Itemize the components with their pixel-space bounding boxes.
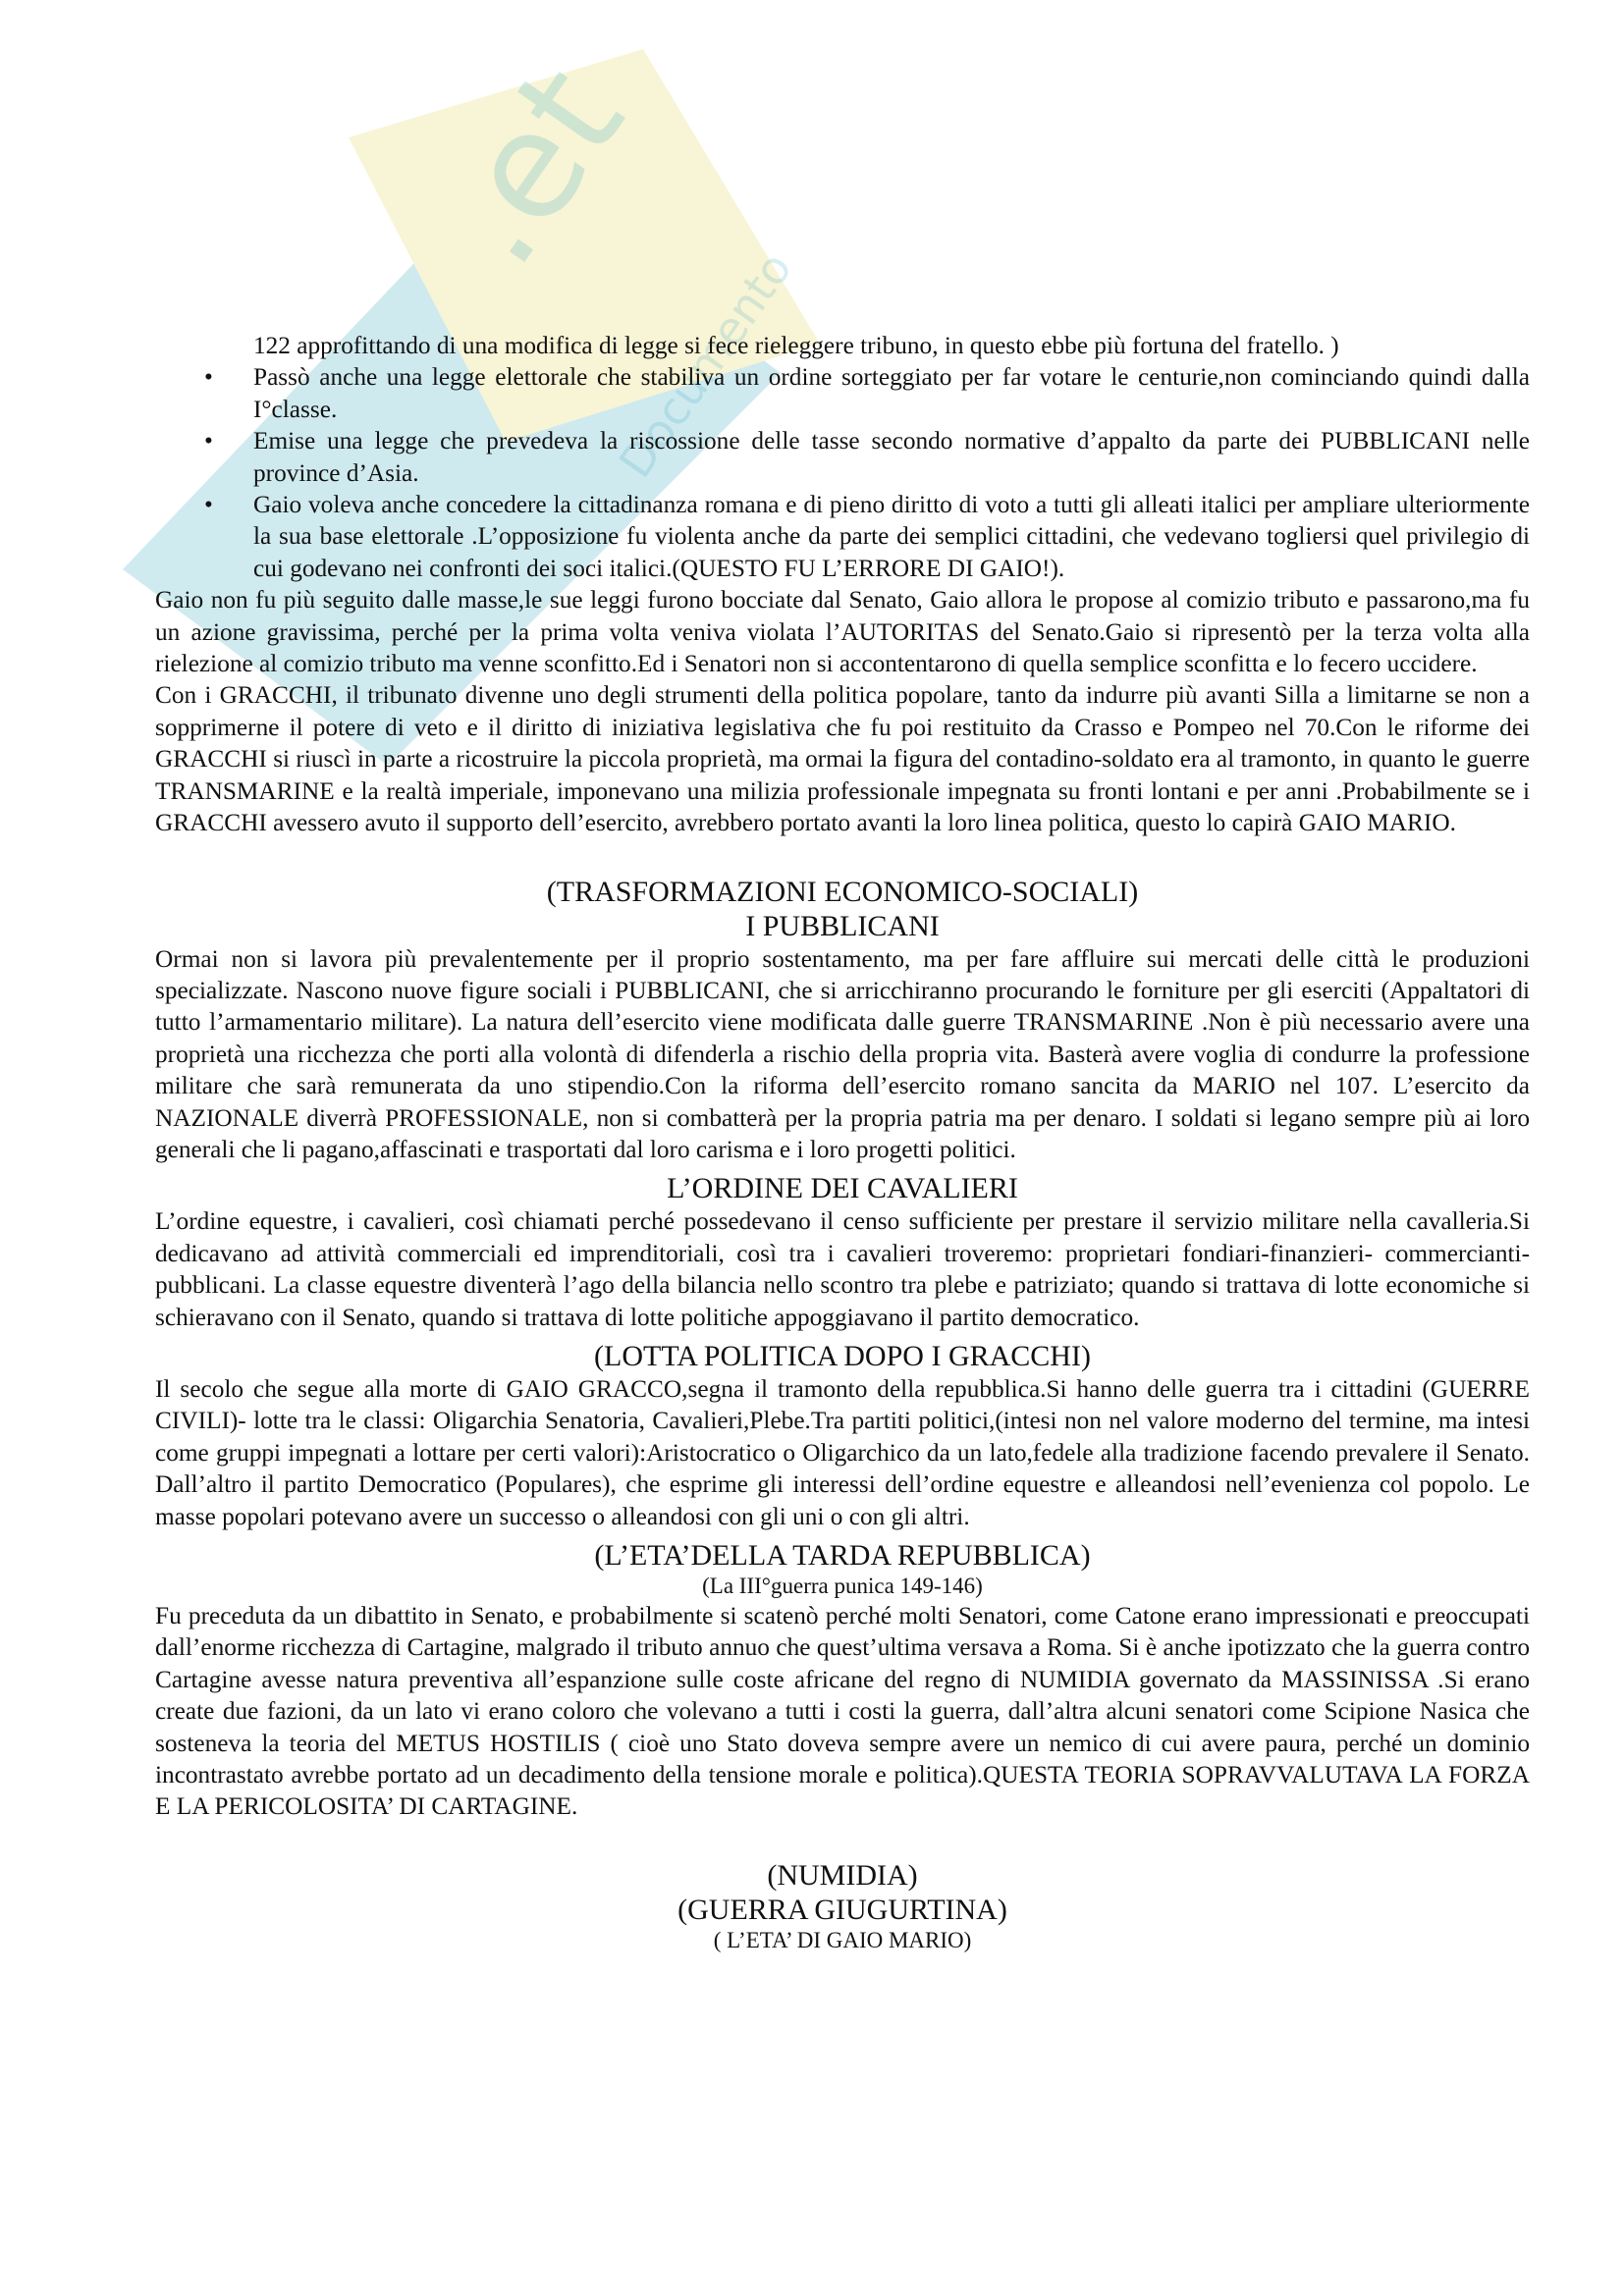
- document-page: [155, 330, 1530, 1954]
- heading-trasformazioni: (TRASFORMAZIONI ECONOMICO-SOCIALI): [546, 875, 1139, 908]
- paragraph-cavalieri: L’ordine equestre, i cavalieri, così chiamati perché possedevano il censo sufficiente per prestare il servizio militare nella cavalleria.Si dedicavano ad attività commerciali ed imprenditoriali, così tra i cavalieri troveremo: proprietari fondiari-finanzieri- commercianti- pubblicani. La classe equestre diventerà l’ago della bilancia nello scontro tra plebe e patriziato; quando si trattava di lotte economiche si schieravano con il Senato, quando si trattava di lotte politiche appoggiavano il partito democratico.: [155, 1207, 1530, 1331]
- heading-pubblicani: I PUBBLICANI: [745, 909, 940, 942]
- list-item: • Gaio voleva anche concedere la cittadinanza romana e di pieno diritto di voto a tutti gli alleati italici per ampliare ulteriormente la sua base elettorale .L’opposizione fu violenta anche da parte dei semplici cittadini, che vedevano togliersi quel privilegio di cui godevano nei confronti dei soci italici.(QUESTO FU L’ERRORE DI GAIO!).: [204, 491, 1530, 582]
- intro-line: 122 approfittando di una modifica di legge si fece rieleggere tribuno, in questo ebbe più fortuna del fratello. ): [253, 332, 1339, 359]
- heading-guerra-giugurtina: (GUERRA GIUGURTINA): [677, 1893, 1007, 1926]
- list-item: • Emise una legge che prevedeva la riscossione delle tasse secondo normative d’appalto da parte dei PUBBLICANI nelle province d’Asia.: [204, 427, 1530, 487]
- heading-tarda-repubblica: (L’ETA’DELLA TARDA REPUBBLICA): [594, 1539, 1091, 1572]
- heading-cavalieri: L’ORDINE DEI CAVALIERI: [667, 1172, 1018, 1205]
- paragraph-tarda-repubblica: Fu preceduta da un dibattito in Senato, e probabilmente si scatenò perché molti Senatori, come Catone erano impressionati e preoccupati dall’enorme ricchezza di Cartagine, malgrado il tributo annuo che quest’ultima versava a Roma. Si è anche ipotizzato che la guerra contro Cartagine avesse natura preventiva all’espanzione sulle coste africane del regno di NUMIDIA governato da MASSINISSA .Si erano create due fazioni, da un lato vi erano coloro che volevano a tutti i costi la guerra, dall’altra alcuni senatori come Scipione Nasica che sosteneva la teoria del METUS HOSTILIS ( cioè uno Stato doveva sempre avere un nemico di cui avere paura, perché un dominio incontrastato avrebbe portato ad un decadimento della tensione morale e politica).QUESTA TEORIA SOPRAVVALUTAVA LA FORZA E LA PERICOLOSITA’ DI CARTAGINE.: [155, 1602, 1530, 1821]
- subheading-guerra-punica: (La III°guerra punica 149-146): [702, 1574, 983, 1598]
- list-item: • Passò anche una legge elettorale che stabiliva un ordine sorteggiato per far votare le centurie,non cominciando quindi dalla I°classe.: [204, 363, 1530, 423]
- bullet-icon: •: [204, 491, 213, 519]
- paragraph-lotta-politica: Il secolo che segue alla morte di GAIO GRACCO,segna il tramonto della repubblica.Si hanno delle guerra tra i cittadini (GUERRE CIVILI)- lotte tra le classi: Oligarchia Senatoria, Cavalieri,Plebe.Tra partiti politici,(intesi non nel valore moderno del termine, ma intesi come gruppi impegnati a lottare per certi valori):Aristocratico o Oligarchico da un lato,fedele alla tradizione facendo prevalere il Senato. Dall’altro il partito Democratico (Populares), che esprime gli interessi dell’ordine equestre e alleandosi nell’evenienza col popolo. Le masse popolari potevano avere un successo o alleandosi con gli uni o con gli altri.: [155, 1374, 1530, 1530]
- watermark-text: .et: [404, 37, 657, 295]
- reform-list: [155, 361, 1530, 584]
- bullet-icon: •: [204, 363, 213, 392]
- subheading-gaio-mario: ( L’ETA’ DI GAIO MARIO): [713, 1927, 972, 1952]
- bullet-icon: •: [204, 427, 213, 455]
- heading-numidia: (NUMIDIA): [767, 1858, 918, 1892]
- watermark-subtext: Documento: [608, 242, 802, 488]
- paragraph-gracchi: Con i GRACCHI, il tribunato divenne uno degli strumenti della politica popolare, tanto da indurre più avanti Silla a limitarne se non a sopprimerne il potere di veto e il diritto di iniziativa legislativa che fu poi restituito da Crasso e Pompeo nel 70.Con le riforme dei GRACCHI si riuscì in parte a ricostruire la piccola proprietà, ma ormai la figura del contadino-soldato era al tramonto, in quanto le guerre TRANSMARINE e la realtà imperiale, imponevano una milizia professionale impegnata su fronti lontani e per anni .Probabilmente se i GRACCHI avessero avuto il supporto dell’esercito, avrebbero portato avanti la loro linea politica, questo lo capirà GAIO MARIO.: [155, 681, 1530, 837]
- paragraph-pubblicani: Ormai non si lavora più prevalentemente per il proprio sostentamento, ma per fare affluire sui mercati delle città le produzioni specializzate. Nascono nuove figure sociali i PUBBLICANI, che si arricchiranno procurando le forniture per gli eserciti (Appaltatori di tutto l’armamentario militare). La natura dell’esercito viene modificata dalle guerre TRANSMARINE .Non è più necessario avere una proprietà una ricchezza che porti alla volontà di difenderla a rischio della propria vita. Basterà avere voglia di condurre la professione militare che sarà remunerata da uno stipendio.Con la riforma dell’esercito romano sancita da MARIO nel 107. L’esercito da NAZIONALE diverrà PROFESSIONALE, non si combatterà per la propria patria ma per denaro. I soldati si legano sempre più ai loro generali che li pagano,affascinati e trasportati dal loro carisma e i loro progetti politici.: [155, 944, 1530, 1163]
- paragraph-gaio: Gaio non fu più seguito dalle masse,le sue leggi furono bocciate dal Senato, Gaio allora le propose al comizio tributo e passarono,ma fu un azione gravissima, perché per la prima volta veniva violata l’AUTORITAS del Senato.Gaio si ripresentò per la terza volta alla rielezione al comizio tributo ma venne sconfitto.Ed i Senatori non si accontentarono di quella semplice sconfitta e lo fecero uccidere.: [155, 586, 1530, 678]
- heading-lotta-politica: (LOTTA POLITICA DOPO I GRACCHI): [594, 1339, 1091, 1372]
